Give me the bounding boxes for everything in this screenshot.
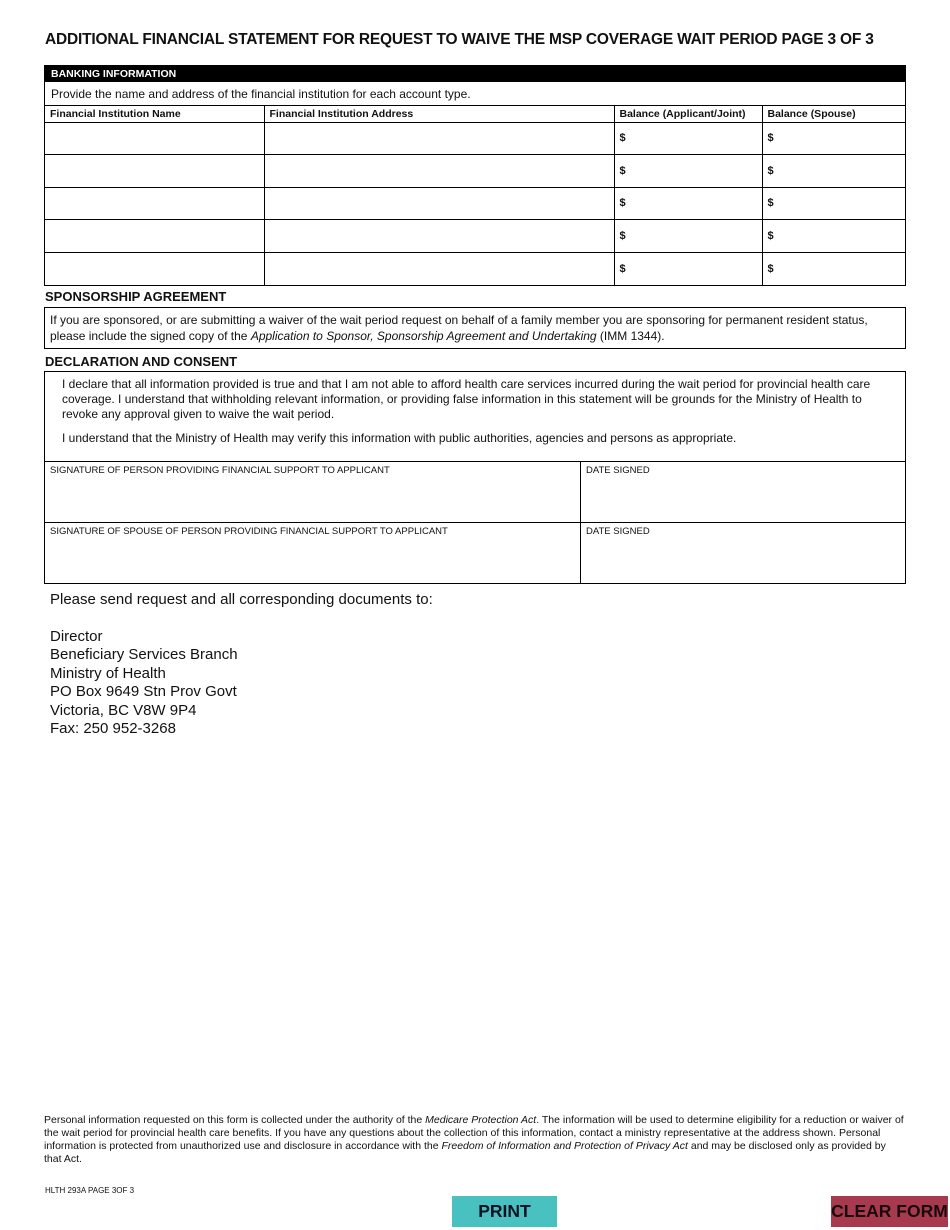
dollar-sign: $ xyxy=(619,262,626,275)
address-line: Victoria, BC V8W 9P4 xyxy=(50,701,197,719)
act-name: Medicare Protection Act xyxy=(425,1114,537,1126)
institution-name-field[interactable] xyxy=(45,122,264,155)
banking-heading: BANKING INFORMATION xyxy=(45,66,905,82)
sponsorship-text-before: If you are sponsored, or are submitting a waiver of the wait period request on behalf of a family member you are sponsoring for permanent resident status, please include the signed copy of the xyxy=(50,313,868,343)
signature-label: SIGNATURE OF SPOUSE OF PERSON PROVIDING FINANCIAL SUPPORT TO APPLICANT xyxy=(50,526,448,537)
banking-table xyxy=(45,106,905,285)
clear-form-button[interactable]: CLEAR FORM xyxy=(831,1196,948,1227)
balance-spouse-field[interactable] xyxy=(762,252,905,285)
sponsorship-document-title: Application to Sponsor, Sponsorship Agreement and Undertaking xyxy=(250,329,597,343)
address-line: Beneficiary Services Branch xyxy=(50,646,238,663)
institution-name-field[interactable] xyxy=(45,252,264,285)
banking-section xyxy=(44,65,906,286)
declaration-box xyxy=(44,371,906,584)
balance-spouse-field[interactable] xyxy=(762,187,905,220)
address-line: Ministry of Health xyxy=(50,664,166,682)
act-name: Freedom of Information and Protection of Privacy Act xyxy=(441,1140,688,1152)
signature-label: SIGNATURE OF PERSON PROVIDING FINANCIAL SUPPORT TO APPLICANT xyxy=(50,465,390,476)
mailing-address-block xyxy=(50,591,433,739)
privacy-notice xyxy=(44,1114,906,1166)
dollar-sign: $ xyxy=(767,230,774,243)
dollar-sign: $ xyxy=(767,197,774,210)
balance-spouse-field[interactable] xyxy=(762,122,905,155)
balance-applicant-field[interactable] xyxy=(614,187,762,220)
institution-address-field[interactable] xyxy=(264,122,614,155)
dollar-sign: $ xyxy=(767,164,774,177)
sponsorship-text-after: (IMM 1344). xyxy=(596,329,665,343)
institution-address-field[interactable] xyxy=(264,220,614,253)
balance-spouse-field[interactable] xyxy=(762,220,905,253)
balance-applicant-field[interactable] xyxy=(614,155,762,188)
balance-applicant-field[interactable] xyxy=(614,220,762,253)
institution-address-field[interactable] xyxy=(264,187,614,220)
declaration-paragraph: I declare that all information provided is true and that I am not able to afford health care services incurred during the wait period for provincial health care coverage. I understand that withholding relevant information, or providing false information in this statement will be grounds for the Ministry of Health to revoke any approval given to waive the wait period. xyxy=(62,377,871,421)
form-title: ADDITIONAL FINANCIAL STATEMENT FOR REQUEST TO WAIVE THE MSP COVERAGE WAIT PERIOD PAGE 3 OF 3 xyxy=(45,31,874,48)
dollar-sign: $ xyxy=(619,164,626,177)
date-signed-field-supporter[interactable] xyxy=(581,462,905,522)
table-row xyxy=(45,187,905,220)
table-row xyxy=(45,122,905,155)
institution-address-field[interactable] xyxy=(264,252,614,285)
dollar-sign: $ xyxy=(619,132,626,145)
banking-header-row xyxy=(45,106,905,122)
signature-field-supporter[interactable] xyxy=(45,462,581,522)
sponsorship-text xyxy=(44,307,906,349)
dollar-sign: $ xyxy=(619,197,626,210)
form-code: HLTH 293A PAGE 3OF 3 xyxy=(45,1186,135,1195)
date-signed-label: DATE SIGNED xyxy=(586,465,650,476)
sponsorship-heading: SPONSORSHIP AGREEMENT xyxy=(45,289,227,304)
declaration-heading: DECLARATION AND CONSENT xyxy=(45,354,238,369)
institution-name-field[interactable] xyxy=(45,155,264,188)
date-signed-field-spouse[interactable] xyxy=(581,523,905,583)
col-institution-name: Financial Institution Name xyxy=(45,106,264,122)
table-row xyxy=(45,220,905,253)
institution-name-field[interactable] xyxy=(45,220,264,253)
balance-applicant-field[interactable] xyxy=(614,122,762,155)
date-signed-label: DATE SIGNED xyxy=(586,526,650,537)
signature-row-1 xyxy=(45,461,905,522)
privacy-text: and may be disclosed only as provided by that Act. xyxy=(44,1140,886,1165)
table-row xyxy=(45,252,905,285)
col-institution-address: Financial Institution Address xyxy=(264,106,614,122)
col-balance-spouse: Balance (Spouse) xyxy=(762,106,905,122)
dollar-sign: $ xyxy=(767,132,774,145)
dollar-sign: $ xyxy=(767,262,774,275)
institution-address-field[interactable] xyxy=(264,155,614,188)
print-button[interactable]: PRINT xyxy=(452,1196,557,1227)
institution-name-field[interactable] xyxy=(45,187,264,220)
dollar-sign: $ xyxy=(619,230,626,243)
fax-line: Fax: 250 952-3268 xyxy=(50,720,176,737)
signature-row-2 xyxy=(45,522,905,583)
signature-field-spouse[interactable] xyxy=(45,523,581,583)
address-line: Director xyxy=(50,627,103,645)
balance-applicant-field[interactable] xyxy=(614,252,762,285)
privacy-text: Personal information requested on this form is collected under the authority of the xyxy=(44,1114,426,1126)
consent-paragraph: I understand that the Ministry of Health may verify this information with public authorities, agencies and persons as appropriate. xyxy=(62,431,737,445)
address-line: PO Box 9649 Stn Prov Govt xyxy=(50,683,237,700)
declaration-text xyxy=(45,372,905,462)
table-row xyxy=(45,155,905,188)
send-instructions: Please send request and all corresponding documents to: xyxy=(50,591,433,608)
balance-spouse-field[interactable] xyxy=(762,155,905,188)
privacy-text: . The information will be used to determine eligibility for a reduction or waiver of the wait period for provincial health care benefits. If you have any questions about the collection of this information, contact a ministry representative at the address shown. Personal information is protected from unauthorized use and disclosure in accordance with the xyxy=(44,1114,904,1152)
banking-instructions: Provide the name and address of the financial institution for each account type. xyxy=(45,82,905,106)
col-balance-applicant: Balance (Applicant/Joint) xyxy=(614,106,762,122)
